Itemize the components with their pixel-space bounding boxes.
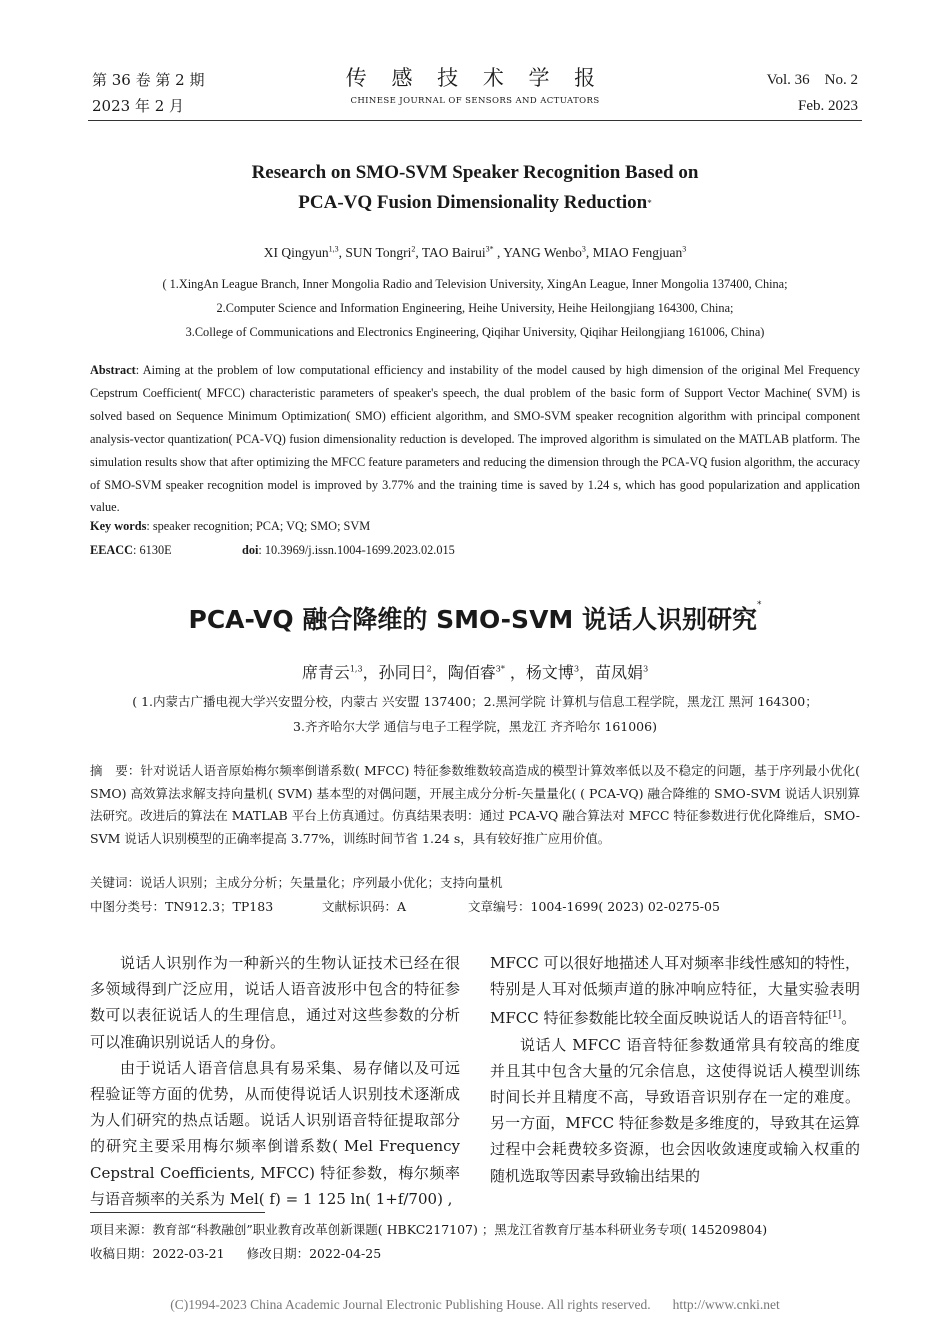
chinese-abstract xyxy=(90,760,860,851)
english-title-line1: Research on SMO-SVM Speaker Recognition Based on xyxy=(251,162,699,183)
document-code: 文献标识码：A xyxy=(322,899,407,914)
author: SUN Tongri$^2$, xyxy=(345,244,422,260)
journal-title-cn: 传 感 技 术 学 报 xyxy=(345,66,605,90)
author: 孙同日$^2$， xyxy=(378,663,448,682)
header-divider xyxy=(88,120,862,121)
date-en: Feb. 2023 xyxy=(798,98,858,114)
author: XI Qingyun$^{1,3}$, xyxy=(263,244,346,260)
paragraph: 说话人 MFCC 语音特征参数通常具有较高的维度并且其中包含大量的冗余信息，这使得说话人模型训练时间长并且精度不高，导致语音识别存在一定的难度。另一方面，MFCC 特征参数是多维度的，导致其在运算过程中会耗费较多资源，也会因收敛速度或输入权重的随机选取等因素导致输出结果的 xyxy=(490,1035,860,1185)
english-title xyxy=(120,158,830,218)
issue-info-cn xyxy=(92,67,204,119)
citation-ref: [1] xyxy=(828,1010,842,1021)
affiliation: 3.齐齐哈尔大学 通信与电子工程学院，黑龙江 齐齐哈尔 161006) xyxy=(293,719,657,734)
author: MIAO Fengjuan$^3$ xyxy=(592,244,687,260)
author: 陶佰睿$^{3*}$ ， xyxy=(447,663,526,682)
article-number: 文章编号：1004-1699( 2023) 02-0275-05 xyxy=(468,899,720,914)
title-footnote-mark: * xyxy=(647,198,652,208)
paragraph: MFCC 可以很好地描述人耳对频率非线性感知的特性，特别是人耳对低频声道的脉冲响应特征，大量实验表明 MFCC 特征参数能比较全面反映说话人的语音特征[1]。 xyxy=(490,954,860,1028)
english-affiliations xyxy=(100,272,850,344)
abstract-label: 摘 要： xyxy=(90,763,141,778)
received-date: 收稿日期：2022-03-21 xyxy=(90,1246,225,1261)
clc-number: 中图分类号：TN912.3；TP183 xyxy=(90,899,274,914)
body-column-left xyxy=(90,950,460,1212)
affiliation: 2.Computer Science and Information Engineering, Heihe University, Heihe Heilongjiang 164300, China; xyxy=(216,301,734,315)
abstract-text: : Aiming at the problem of low computational efficiency and instability of the model caused by high dimension of the original Mel Frequency Cepstrum Coefficient( MFCC) characteristic parameters of speaker's speech, the dual problem of the basic form of Support Vector Machine( SVM) is solved based on Sequence Minimum Optimization( SMO) efficient algorithm, and SMO-SVM speaker recognition algorithm with principal component analysis-vector quantization( PCA-VQ) fusion dimensionality reduction is developed. The improved algorithm is simulated on the MATLAB platform. The simulation results show that after optimizing the MFCC feature parameters and reducing the dimension through the PCA-VQ fusion algorithm, the accuracy of SMO-SVM speaker recognition model is improved by 3.77% and the training time is saved by 1.24 s, which has good popularization and application value. xyxy=(90,363,860,515)
paragraph: 由于说话人语音信息具有易采集、易存储以及可远程验证等方面的优势，从而使得说话人识别技术逐渐成为人们研究的热点话题。说话人识别语音特征提取部分的研究主要采用梅尔频率倒谱系数( Mel Frequency Cepstral Coefficients, MFCC) 特征参数，梅尔频率与语音频率的关系为 Mel( f) = 1 125 ln( 1+f/700) , xyxy=(90,1058,460,1208)
affiliation: 3.College of Communications and Electronics Engineering, Qiqihar University, Qiqihar Heilongjiang 161006, China) xyxy=(185,325,765,339)
revised-date: 修改日期：2022-04-25 xyxy=(246,1246,382,1261)
author: YANG Wenbo$^3$, xyxy=(503,244,593,260)
english-title-line2: PCA-VQ Fusion Dimensionality Reduction* xyxy=(298,192,652,213)
journal-masthead xyxy=(300,62,650,106)
chinese-keywords: 关键词：说话人识别；主成分分析；矢量量化；序列最小优化；支持向量机 xyxy=(90,875,503,890)
author: 杨文博$^3$， xyxy=(525,663,596,682)
abstract-text: 针对说话人语音原始梅尔频率倒谱系数( MFCC) 特征参数维数较高造成的模型计算效率低以及不稳定的问题，基于序列最小优化( SMO) 高效算法求解支持向量机( SVM) 基本型的对偶问题，开展主成分分析-矢量量化( ( PCA-VQ) 融合降维的 SMO-SVM 说话人识别算法研究。改进后的算法在 MATLAB 平台上仿真通过。仿真结果表明：通过 PCA-VQ 融合算法对 MFCC 特征参数进行优化降维后，SMO-SVM 说话人识别模型的正确率提高 3.77%，训练时间节省 1.24 s，具有较好推广应用价值。 xyxy=(90,763,860,847)
chinese-affiliations xyxy=(100,689,850,739)
author: 席青云$^{1,3}$， xyxy=(301,663,379,682)
chinese-title: PCA-VQ 融合降维的 SMO-SVM 说话人识别研究* xyxy=(188,600,762,634)
body-column-right xyxy=(490,950,860,1189)
affiliation: ( 1.XingAn League Branch, Inner Mongolia Radio and Television University, XingAn League, Inner Mongolia 137400, China; xyxy=(162,277,788,291)
abstract-label: Abstract xyxy=(90,363,136,377)
funding-note: 项目来源：教育部“科教融创”职业教育改革创新课题( HBKC217107) ；黑龙江省教育厅基本科研业务专项( 145209804) xyxy=(90,1222,768,1237)
issue-info-en xyxy=(767,67,858,119)
paragraph: 说话人识别作为一种新兴的生物认证技术已经在很多领域得到广泛应用，说话人语音波形中包含的特征参数可以表征说话人的生理信息，通过对这些参数的分析可以准确识别说话人的身份。 xyxy=(90,954,460,1051)
journal-title-en: CHINESE JOURNAL OF SENSORS AND ACTUATORS xyxy=(350,96,600,106)
english-authors xyxy=(100,244,850,261)
copyright-line: (C)1994-2023 China Academic Journal Electronic Publishing House. All rights reserved. http://www.cnki.net xyxy=(170,1297,780,1312)
footnote xyxy=(90,1218,870,1266)
english-classification xyxy=(90,543,860,558)
volume-en: Vol. 36 No. 2 xyxy=(766,72,858,88)
date-cn: 2023 年 2 月 xyxy=(92,97,185,115)
volume-cn: 第 36 卷 第 2 期 xyxy=(92,71,205,89)
footnote-divider xyxy=(90,1212,265,1213)
author: TAO Bairui$^{3*}$ , xyxy=(421,244,504,260)
english-keywords: Key words: speaker recognition; PCA; VQ; SMO; SVM xyxy=(90,519,371,533)
eeacc: EEACC: 6130E xyxy=(90,543,172,557)
affiliation: ( 1.内蒙古广播电视大学兴安盟分校，内蒙古 兴安盟 137400；2.黑河学院 计算机与信息工程学院，黑龙江 黑河 164300； xyxy=(132,694,818,709)
cnki-link[interactable]: http://www.cnki.net xyxy=(672,1297,780,1312)
english-abstract xyxy=(90,359,860,519)
author: 苗凤娟$^3$ xyxy=(595,663,649,682)
doi: doi: 10.3969/j.issn.1004-1699.2023.02.015 xyxy=(242,543,455,557)
chinese-authors xyxy=(100,660,850,683)
